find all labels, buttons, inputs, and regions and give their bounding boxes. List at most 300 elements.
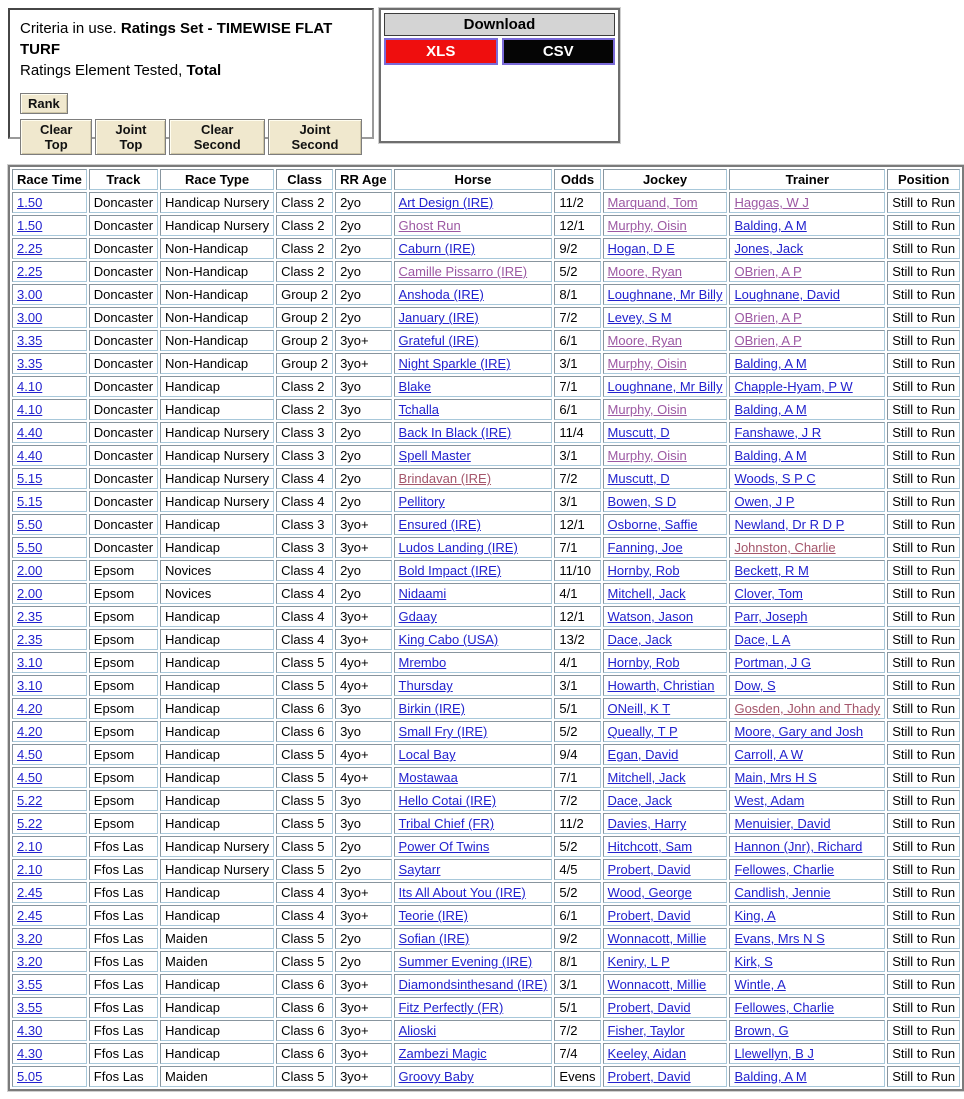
horse-link-cell <box>394 399 553 420</box>
ratings-table <box>8 165 964 1091</box>
rr-age-cell: 3yo <box>335 813 391 834</box>
criteria-panel <box>8 8 374 152</box>
trainer-link[interactable]: Brown, G <box>734 1023 789 1038</box>
jockey-link-cell <box>603 744 728 765</box>
criteria-line2-label: Ratings Element Tested, <box>20 62 187 79</box>
jockey-link[interactable]: Levey, S M <box>607 310 672 325</box>
odds-cell: 7/2 <box>554 1020 600 1041</box>
jockey-link-cell <box>603 583 728 604</box>
jockey-link[interactable]: Wonnacott, Millie <box>607 977 707 992</box>
table-row <box>12 629 960 650</box>
race-time-link-cell <box>12 238 87 259</box>
race-type-cell: Handicap Nursery <box>160 422 274 443</box>
race-time-link[interactable]: 5.05 <box>17 1069 43 1084</box>
track-cell: Epsom <box>89 721 158 742</box>
trainer-link[interactable]: Johnston, Charlie <box>734 540 836 555</box>
trainer-link[interactable]: Haggas, W J <box>734 195 809 210</box>
trainer-link[interactable]: Balding, A M <box>734 356 807 371</box>
horse-link[interactable]: January (IRE) <box>398 310 479 325</box>
table-row <box>12 192 960 213</box>
jockey-link[interactable]: Probert, David <box>607 908 691 923</box>
race-type-cell: Handicap <box>160 997 274 1018</box>
track-cell: Ffos Las <box>89 1066 158 1087</box>
race-time-link-cell <box>12 307 87 328</box>
top-section <box>8 8 956 152</box>
race-type-cell: Handicap <box>160 514 274 535</box>
race-time-link[interactable]: 3.55 <box>17 1000 43 1015</box>
race-time-link[interactable]: 4.30 <box>17 1023 43 1038</box>
jockey-link-cell <box>603 330 728 351</box>
trainer-link[interactable]: West, Adam <box>734 793 805 808</box>
track-cell: Epsom <box>89 744 158 765</box>
odds-cell: 7/2 <box>554 790 600 811</box>
race-time-link[interactable]: 4.20 <box>17 724 43 739</box>
rr-age-cell: 2yo <box>335 491 391 512</box>
trainer-link-cell <box>729 399 885 420</box>
rr-age-cell: 3yo <box>335 721 391 742</box>
race-type-cell: Handicap <box>160 744 274 765</box>
class-cell: Class 5 <box>276 744 333 765</box>
jockey-link[interactable]: Marquand, Tom <box>607 195 698 210</box>
track-cell: Doncaster <box>89 353 158 374</box>
column-header-race-time: Race Time <box>12 169 87 190</box>
horse-link-cell <box>394 307 553 328</box>
jockey-link[interactable]: Dace, Jack <box>607 793 672 808</box>
race-time-link[interactable]: 1.50 <box>17 195 43 210</box>
jockey-link[interactable]: Hitchcott, Sam <box>607 839 693 854</box>
race-time-link-cell <box>12 537 87 558</box>
race-time-link[interactable]: 3.10 <box>17 655 43 670</box>
position-cell: Still to Run <box>887 445 960 466</box>
jockey-link-cell <box>603 307 728 328</box>
horse-link[interactable]: Night Sparkle (IRE) <box>398 356 511 371</box>
class-cell: Class 3 <box>276 514 333 535</box>
race-time-link[interactable]: 2.00 <box>17 586 43 601</box>
odds-cell: 11/2 <box>554 192 600 213</box>
horse-link[interactable]: Art Design (IRE) <box>398 195 494 210</box>
table-row <box>12 560 960 581</box>
horse-link-cell <box>394 744 553 765</box>
horse-link-cell <box>394 261 553 282</box>
jockey-link[interactable]: Hornby, Rob <box>607 563 680 578</box>
rr-age-cell: 3yo+ <box>335 997 391 1018</box>
jockey-link[interactable]: Mitchell, Jack <box>607 770 686 785</box>
joint-second-button[interactable]: Joint Second <box>268 119 362 155</box>
horse-link[interactable]: Summer Evening (IRE) <box>398 954 533 969</box>
horse-link[interactable]: Mrembo <box>398 655 447 670</box>
race-time-link[interactable]: 2.00 <box>17 563 43 578</box>
class-cell: Class 4 <box>276 629 333 650</box>
trainer-link[interactable]: Fellowes, Charlie <box>734 1000 835 1015</box>
position-cell: Still to Run <box>887 882 960 903</box>
rr-age-cell: 2yo <box>335 836 391 857</box>
race-time-link[interactable]: 5.15 <box>17 494 43 509</box>
race-time-link-cell <box>12 583 87 604</box>
jockey-link[interactable]: Bowen, S D <box>607 494 677 509</box>
table-row <box>12 537 960 558</box>
rank-button[interactable]: Rank <box>20 93 68 114</box>
odds-cell: 4/5 <box>554 859 600 880</box>
horse-link[interactable]: Its All About You (IRE) <box>398 885 526 900</box>
race-time-link-cell <box>12 882 87 903</box>
trainer-link[interactable]: OBrien, A P <box>734 310 802 325</box>
odds-cell: 3/1 <box>554 491 600 512</box>
position-cell: Still to Run <box>887 974 960 995</box>
jockey-link[interactable]: Howarth, Christian <box>607 678 715 693</box>
class-cell: Class 6 <box>276 974 333 995</box>
race-time-link[interactable]: 5.15 <box>17 471 43 486</box>
trainer-link[interactable]: Balding, A M <box>734 402 807 417</box>
jockey-link[interactable]: Murphy, Oisin <box>607 218 687 233</box>
track-cell: Ffos Las <box>89 1043 158 1064</box>
jockey-link[interactable]: Probert, David <box>607 1000 691 1015</box>
trainer-link[interactable]: OBrien, A P <box>734 333 802 348</box>
odds-cell: 11/10 <box>554 560 600 581</box>
horse-link-cell <box>394 905 553 926</box>
trainer-link-cell <box>729 491 885 512</box>
horse-link-cell <box>394 330 553 351</box>
jockey-link[interactable]: Murphy, Oisin <box>607 448 687 463</box>
race-time-link[interactable]: 3.20 <box>17 931 43 946</box>
race-type-cell: Maiden <box>160 928 274 949</box>
race-time-link[interactable]: 2.25 <box>17 264 43 279</box>
trainer-link[interactable]: Kirk, S <box>734 954 773 969</box>
race-time-link-cell <box>12 698 87 719</box>
class-cell: Class 5 <box>276 813 333 834</box>
track-cell: Doncaster <box>89 537 158 558</box>
joint-top-button[interactable]: Joint Top <box>95 119 166 155</box>
jockey-link[interactable]: Hogan, D E <box>607 241 675 256</box>
jockey-link[interactable]: Watson, Jason <box>607 609 694 624</box>
jockey-link[interactable]: Loughnane, Mr Billy <box>607 287 723 302</box>
horse-link[interactable]: Thursday <box>398 678 453 693</box>
horse-link[interactable]: Gdaay <box>398 609 437 624</box>
horse-link-cell <box>394 284 553 305</box>
jockey-link[interactable]: Moore, Ryan <box>607 264 682 279</box>
race-time-link[interactable]: 5.22 <box>17 816 43 831</box>
jockey-link[interactable]: Moore, Ryan <box>607 333 682 348</box>
race-time-link[interactable]: 2.10 <box>17 862 43 877</box>
race-time-link[interactable]: 4.40 <box>17 425 43 440</box>
jockey-link-cell <box>603 698 728 719</box>
horse-link[interactable]: Back In Black (IRE) <box>398 425 512 440</box>
rr-age-cell: 3yo+ <box>335 1043 391 1064</box>
class-cell: Class 4 <box>276 468 333 489</box>
trainer-link-cell <box>729 698 885 719</box>
horse-link[interactable]: Tchalla <box>398 402 440 417</box>
column-header-rr-age: RR Age <box>335 169 391 190</box>
jockey-link[interactable]: Muscutt, D <box>607 471 670 486</box>
position-cell: Still to Run <box>887 468 960 489</box>
horse-link[interactable]: King Cabo (USA) <box>398 632 499 647</box>
trainer-link-cell <box>729 192 885 213</box>
race-time-link[interactable]: 3.35 <box>17 333 43 348</box>
table-row <box>12 1043 960 1064</box>
jockey-link-cell <box>603 882 728 903</box>
race-time-link[interactable]: 3.00 <box>17 287 43 302</box>
trainer-link[interactable]: Balding, A M <box>734 218 807 233</box>
trainer-link[interactable]: Evans, Mrs N S <box>734 931 825 946</box>
jockey-link[interactable]: Murphy, Oisin <box>607 356 687 371</box>
horse-link[interactable]: Diamondsinthesand (IRE) <box>398 977 548 992</box>
race-time-link-cell <box>12 399 87 420</box>
jockey-link[interactable]: Wood, George <box>607 885 692 900</box>
jockey-link[interactable]: Keeley, Aidan <box>607 1046 687 1061</box>
trainer-link[interactable]: Main, Mrs H S <box>734 770 817 785</box>
race-time-link[interactable]: 2.45 <box>17 885 43 900</box>
class-cell: Class 5 <box>276 859 333 880</box>
jockey-link[interactable]: Fisher, Taylor <box>607 1023 685 1038</box>
horse-link[interactable]: Power Of Twins <box>398 839 490 854</box>
trainer-link[interactable]: Dace, L A <box>734 632 791 647</box>
horse-link[interactable]: Camille Pissarro (IRE) <box>398 264 528 279</box>
rr-age-cell: 2yo <box>335 284 391 305</box>
horse-link[interactable]: Spell Master <box>398 448 471 463</box>
race-time-link[interactable]: 3.00 <box>17 310 43 325</box>
race-time-link[interactable]: 3.55 <box>17 977 43 992</box>
trainer-link-cell <box>729 882 885 903</box>
xls-download-button[interactable]: XLS <box>384 38 498 65</box>
horse-link[interactable]: Ensured (IRE) <box>398 517 481 532</box>
race-time-link[interactable]: 2.25 <box>17 241 43 256</box>
horse-link[interactable]: Teorie (IRE) <box>398 908 468 923</box>
csv-download-button[interactable]: CSV <box>502 38 616 65</box>
race-time-link[interactable]: 4.50 <box>17 770 43 785</box>
horse-link[interactable]: Brindavan (IRE) <box>398 471 492 486</box>
trainer-link[interactable]: Newland, Dr R D P <box>734 517 845 532</box>
horse-link[interactable]: Small Fry (IRE) <box>398 724 488 739</box>
clear-second-button[interactable]: Clear Second <box>169 119 264 155</box>
race-time-link-cell <box>12 422 87 443</box>
table-row <box>12 698 960 719</box>
trainer-link[interactable]: Woods, S P C <box>734 471 816 486</box>
trainer-link[interactable]: Menuisier, David <box>734 816 831 831</box>
trainer-link[interactable]: Llewellyn, B J <box>734 1046 814 1061</box>
race-time-link[interactable]: 4.40 <box>17 448 43 463</box>
trainer-link-cell <box>729 905 885 926</box>
jockey-link-cell <box>603 468 728 489</box>
race-time-link[interactable]: 3.10 <box>17 678 43 693</box>
horse-link-cell <box>394 767 553 788</box>
jockey-link[interactable]: Hornby, Rob <box>607 655 680 670</box>
track-cell: Epsom <box>89 790 158 811</box>
trainer-link-cell <box>729 307 885 328</box>
race-time-link[interactable]: 3.35 <box>17 356 43 371</box>
trainer-link[interactable]: Jones, Jack <box>734 241 804 256</box>
position-cell: Still to Run <box>887 606 960 627</box>
race-time-link[interactable]: 4.30 <box>17 1046 43 1061</box>
jockey-link-cell <box>603 675 728 696</box>
class-cell: Class 6 <box>276 721 333 742</box>
horse-link[interactable]: Alioski <box>398 1023 437 1038</box>
trainer-link-cell <box>729 997 885 1018</box>
race-type-cell: Handicap Nursery <box>160 836 274 857</box>
race-time-link[interactable]: 4.10 <box>17 379 43 394</box>
position-cell: Still to Run <box>887 1066 960 1087</box>
horse-link[interactable]: Local Bay <box>398 747 456 762</box>
race-time-link-cell <box>12 859 87 880</box>
horse-link[interactable]: Blake <box>398 379 432 394</box>
race-time-link[interactable]: 2.45 <box>17 908 43 923</box>
horse-link[interactable]: Groovy Baby <box>398 1069 474 1084</box>
horse-link[interactable]: Grateful (IRE) <box>398 333 479 348</box>
jockey-link[interactable]: Muscutt, D <box>607 425 670 440</box>
class-cell: Group 2 <box>276 284 333 305</box>
jockey-link[interactable]: Probert, David <box>607 1069 691 1084</box>
horse-link[interactable]: Anshoda (IRE) <box>398 287 484 302</box>
trainer-link[interactable]: Hannon (Jnr), Richard <box>734 839 863 854</box>
trainer-link-cell <box>729 537 885 558</box>
jockey-link[interactable]: Wonnacott, Millie <box>607 931 707 946</box>
race-time-link[interactable]: 2.35 <box>17 609 43 624</box>
trainer-link[interactable]: Clover, Tom <box>734 586 803 601</box>
trainer-link[interactable]: Dow, S <box>734 678 776 693</box>
race-time-link[interactable]: 4.20 <box>17 701 43 716</box>
trainer-link[interactable]: Loughnane, David <box>734 287 840 302</box>
trainer-link[interactable]: Carroll, A W <box>734 747 804 762</box>
track-cell: Epsom <box>89 560 158 581</box>
jockey-link-cell <box>603 905 728 926</box>
position-cell: Still to Run <box>887 376 960 397</box>
rr-age-cell: 4yo+ <box>335 675 391 696</box>
race-time-link-cell <box>12 606 87 627</box>
trainer-link[interactable]: Fellowes, Charlie <box>734 862 835 877</box>
odds-cell: 7/4 <box>554 1043 600 1064</box>
table-row <box>12 261 960 282</box>
jockey-link[interactable]: Dace, Jack <box>607 632 672 647</box>
jockey-link-cell <box>603 974 728 995</box>
race-type-cell: Non-Handicap <box>160 353 274 374</box>
rr-age-cell: 3yo+ <box>335 629 391 650</box>
position-cell: Still to Run <box>887 698 960 719</box>
race-time-link[interactable]: 2.35 <box>17 632 43 647</box>
horse-link-cell <box>394 537 553 558</box>
rr-age-cell: 2yo <box>335 215 391 236</box>
class-cell: Class 2 <box>276 376 333 397</box>
rr-age-cell: 3yo <box>335 790 391 811</box>
jockey-link[interactable]: Probert, David <box>607 862 691 877</box>
table-row <box>12 744 960 765</box>
class-cell: Class 5 <box>276 836 333 857</box>
class-cell: Class 3 <box>276 537 333 558</box>
horse-link[interactable]: Mostawaa <box>398 770 458 785</box>
race-type-cell: Handicap Nursery <box>160 859 274 880</box>
horse-link[interactable]: Bold Impact (IRE) <box>398 563 502 578</box>
jockey-link[interactable]: Osborne, Saffie <box>607 517 698 532</box>
race-time-link[interactable]: 4.10 <box>17 402 43 417</box>
horse-link-cell <box>394 445 553 466</box>
race-time-link[interactable]: 2.10 <box>17 839 43 854</box>
class-cell: Class 5 <box>276 790 333 811</box>
race-time-link[interactable]: 5.50 <box>17 540 43 555</box>
jockey-link[interactable]: Loughnane, Mr Billy <box>607 379 723 394</box>
class-cell: Class 5 <box>276 767 333 788</box>
criteria-button-row <box>20 119 362 155</box>
horse-link[interactable]: Zambezi Magic <box>398 1046 487 1061</box>
jockey-link-cell <box>603 836 728 857</box>
position-cell: Still to Run <box>887 905 960 926</box>
horse-link[interactable]: Fitz Perfectly (FR) <box>398 1000 504 1015</box>
class-cell: Group 2 <box>276 330 333 351</box>
horse-link[interactable]: Ghost Run <box>398 218 461 233</box>
class-cell: Class 4 <box>276 491 333 512</box>
horse-link[interactable]: Pellitory <box>398 494 445 509</box>
jockey-link[interactable]: Keniry, L P <box>607 954 670 969</box>
trainer-link[interactable]: Wintle, A <box>734 977 786 992</box>
clear-top-button[interactable]: Clear Top <box>20 119 92 155</box>
race-time-link-cell <box>12 284 87 305</box>
table-row <box>12 330 960 351</box>
horse-link[interactable]: Hello Cotai (IRE) <box>398 793 497 808</box>
trainer-link[interactable]: Fanshawe, J R <box>734 425 822 440</box>
jockey-link[interactable]: Fanning, Joe <box>607 540 683 555</box>
rr-age-cell: 2yo <box>335 468 391 489</box>
horse-link[interactable]: Tribal Chief (FR) <box>398 816 495 831</box>
trainer-link[interactable]: Portman, J G <box>734 655 812 670</box>
jockey-link[interactable]: Davies, Harry <box>607 816 687 831</box>
trainer-link[interactable]: Parr, Joseph <box>734 609 808 624</box>
column-header-race-type: Race Type <box>160 169 274 190</box>
race-time-link[interactable]: 5.50 <box>17 517 43 532</box>
horse-link[interactable]: Birkin (IRE) <box>398 701 465 716</box>
horse-link-cell <box>394 560 553 581</box>
position-cell: Still to Run <box>887 767 960 788</box>
rr-age-cell: 3yo+ <box>335 514 391 535</box>
trainer-link[interactable]: Beckett, R M <box>734 563 809 578</box>
horse-link[interactable]: Sofian (IRE) <box>398 931 470 946</box>
trainer-link[interactable]: Balding, A M <box>734 448 807 463</box>
jockey-link[interactable]: ONeill, K T <box>607 701 671 716</box>
race-time-link-cell <box>12 721 87 742</box>
jockey-link[interactable]: Murphy, Oisin <box>607 402 687 417</box>
track-cell: Doncaster <box>89 468 158 489</box>
trainer-link[interactable]: OBrien, A P <box>734 264 802 279</box>
trainer-link[interactable]: Moore, Gary and Josh <box>734 724 864 739</box>
column-header-track: Track <box>89 169 158 190</box>
trainer-link[interactable]: King, A <box>734 908 776 923</box>
race-time-link[interactable]: 1.50 <box>17 218 43 233</box>
race-time-link[interactable]: 5.22 <box>17 793 43 808</box>
table-row <box>12 1066 960 1087</box>
jockey-link[interactable]: Mitchell, Jack <box>607 586 686 601</box>
trainer-link[interactable]: Balding, A M <box>734 1069 807 1084</box>
horse-link[interactable]: Caburn (IRE) <box>398 241 476 256</box>
ratings-header-row <box>12 169 960 190</box>
jockey-link[interactable]: Queally, T P <box>607 724 678 739</box>
race-time-link[interactable]: 4.50 <box>17 747 43 762</box>
odds-cell: 4/1 <box>554 583 600 604</box>
trainer-link-cell <box>729 721 885 742</box>
track-cell: Epsom <box>89 698 158 719</box>
jockey-link[interactable]: Egan, David <box>607 747 679 762</box>
odds-cell: 7/1 <box>554 376 600 397</box>
trainer-link[interactable]: Candlish, Jennie <box>734 885 831 900</box>
horse-link-cell <box>394 652 553 673</box>
odds-cell: 5/1 <box>554 698 600 719</box>
horse-link[interactable]: Ludos Landing (IRE) <box>398 540 518 555</box>
rr-age-cell: 2yo <box>335 238 391 259</box>
jockey-link-cell <box>603 859 728 880</box>
race-type-cell: Handicap <box>160 675 274 696</box>
trainer-link[interactable]: Gosden, John and Thady <box>734 701 881 716</box>
horse-link[interactable]: Nidaami <box>398 586 447 601</box>
trainer-link[interactable]: Chapple-Hyam, P W <box>734 379 853 394</box>
race-time-link[interactable]: 3.20 <box>17 954 43 969</box>
horse-link[interactable]: Saytarr <box>398 862 441 877</box>
trainer-link[interactable]: Owen, J P <box>734 494 795 509</box>
track-cell: Doncaster <box>89 330 158 351</box>
horse-link-cell <box>394 468 553 489</box>
